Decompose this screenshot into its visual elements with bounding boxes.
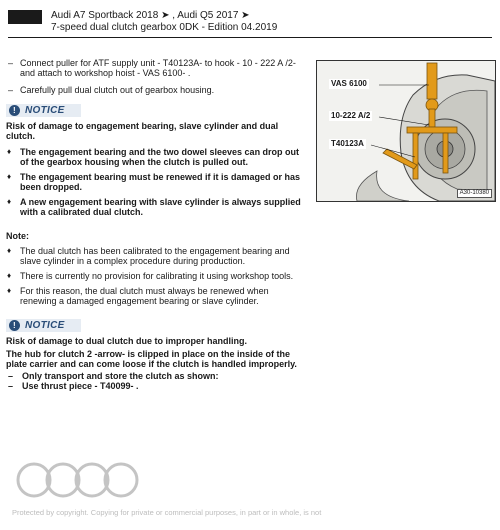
header-models: Audi A7 Sportback 2018 ➤ , Audi Q5 2017 ➤ — [51, 10, 250, 21]
label-vas-6100: VAS 6100 — [331, 79, 367, 88]
notice-label: NOTICE — [25, 104, 65, 116]
notice-item: ♦ A new engagement bearing with slave cylinder is always supplied with a calibrated dual clutch. — [6, 197, 304, 217]
header-manual-title: 7-speed dual clutch gearbox 0DK - Edition 04.2019 — [51, 22, 278, 33]
clutch-removal-illustration — [316, 60, 496, 202]
notice-heading — [6, 104, 81, 117]
note-item: ♦ The dual clutch has been calibrated to the engagement bearing and slave cylinder in a complex procedure during production. — [6, 246, 304, 266]
notice-item: ♦ The engagement bearing and the two dowel sleeves can drop out of the gearbox housing when the clutch is pulled out. — [6, 147, 304, 167]
notice-step: – Use thrust piece - T40099- . — [6, 381, 304, 391]
note-item: ♦ For this reason, the dual clutch must always be renewed when renewing a damaged engagement bearing or slave cylinder. — [6, 286, 304, 306]
main-content — [6, 58, 304, 391]
info-icon: ! — [9, 105, 20, 116]
notice-text: The hub for clutch 2 -arrow- is clipped in place on the inside of the plate carrier and can come loose if the clutch is handled improperly. — [6, 349, 297, 369]
notice-risk: Risk of damage to engagement bearing, slave cylinder and dual clutch. — [6, 121, 279, 141]
notice-step: – Only transport and store the clutch as shown: — [6, 371, 304, 381]
copyright-watermark — [12, 460, 482, 530]
notice-heading — [6, 319, 81, 332]
header-divider — [8, 37, 492, 38]
audi-rings-watermark — [14, 460, 144, 500]
audi-logo-block — [8, 10, 42, 24]
notice-label: NOTICE — [25, 319, 65, 331]
label-t40123a: T40123A — [331, 139, 364, 148]
note-item: ♦ There is currently no provision for calibrating it using workshop tools. — [6, 271, 304, 281]
info-icon: ! — [9, 320, 20, 331]
note-label: Note: — [6, 231, 29, 241]
notice-item: ♦ The engagement bearing must be renewed if it is damaged or has been dropped. — [6, 172, 304, 192]
step-pull-clutch: – Carefully pull dual clutch out of gearbox housing. — [6, 85, 304, 95]
step-connect-puller: – Connect puller for ATF supply unit - T40123A- to hook - 10 - 222 A /2- and attach to workshop hoist - VAS 6100- . — [6, 58, 304, 78]
label-10-222-a2: 10-222 A/2 — [331, 111, 371, 120]
illustration-code: A30-10380 — [457, 189, 492, 198]
copyright-text: Protected by copyright. Copying for private or commercial purposes, in part or in whole, is not — [12, 508, 322, 517]
notice-risk: Risk of damage to dual clutch due to improper handling. — [6, 336, 248, 346]
document-header — [8, 8, 492, 38]
